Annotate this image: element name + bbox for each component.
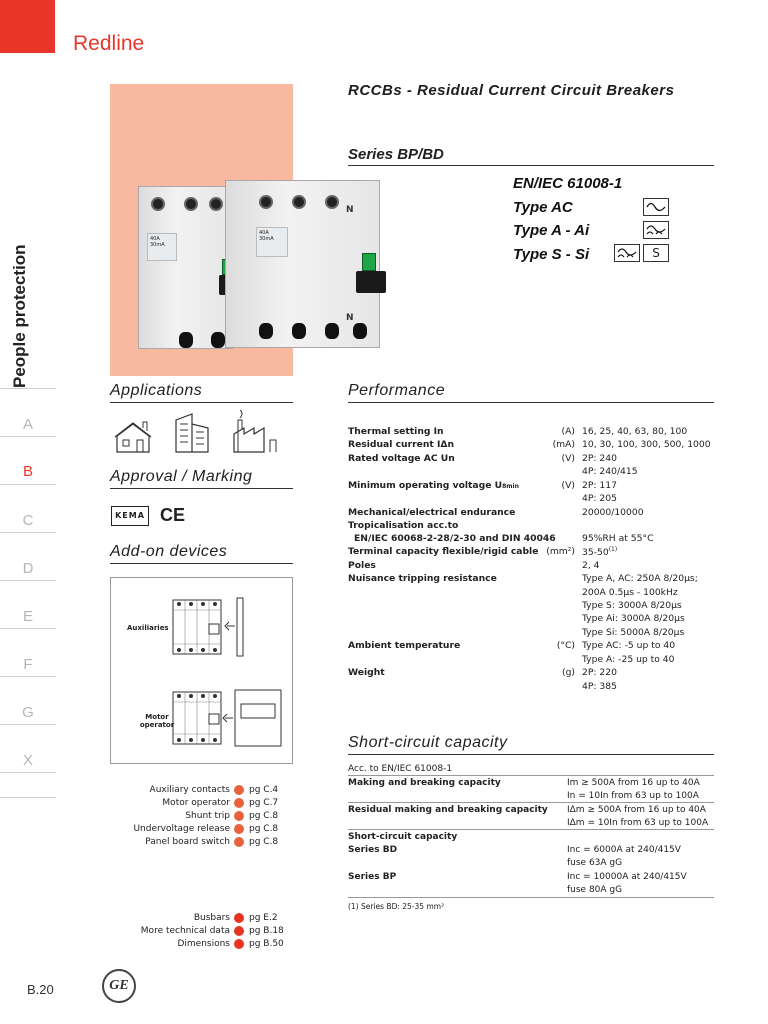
performance-unit: (V) — [561, 453, 575, 464]
performance-value: 2, 4 — [582, 560, 600, 571]
performance-value: Type AC: -5 up to 40 — [582, 640, 676, 651]
performance-unit: (g) — [561, 667, 575, 678]
subscript-text: 8min — [502, 483, 519, 490]
neutral-mark: N — [346, 205, 354, 215]
performance-label: Rated voltage AC Un — [348, 453, 455, 464]
performance-value: Type Si: 5000A 8/20μs — [582, 627, 685, 638]
standard-label: EN/IEC 61008-1 — [513, 175, 623, 192]
bullet-icon — [234, 785, 244, 795]
bullet-icon — [234, 939, 244, 949]
performance-unit: (mm²) — [546, 546, 575, 557]
ce-mark: CE — [160, 505, 186, 525]
rating-label — [256, 227, 288, 257]
short-circuit-heading: Short-circuit capacity — [348, 734, 508, 751]
performance-unit: (°C) — [556, 640, 575, 651]
performance-heading: Performance — [348, 382, 446, 399]
page-number: B.20 — [27, 982, 54, 997]
test-lever — [362, 253, 376, 271]
bullet-icon — [234, 824, 244, 834]
bullet-icon — [234, 798, 244, 808]
series-bp-value: Inc = 10000A at 240/415V — [567, 872, 687, 882]
performance-label: Minimum operating voltage U8min — [348, 480, 519, 491]
sidebar-divider — [0, 628, 56, 629]
addons-heading: Add-on devices — [110, 543, 228, 560]
heading-rule — [110, 402, 293, 403]
terminal-hole — [259, 323, 273, 339]
sc-subheading: Short-circuit capacity — [348, 832, 458, 842]
table-rule — [348, 802, 714, 803]
page-ref-link[interactable]: pg B.18 — [249, 926, 284, 936]
performance-label: Thermal setting In — [348, 426, 444, 437]
type-s-label: Type S - Si — [513, 246, 590, 263]
rating-text: 40A 30mA — [150, 236, 165, 248]
performance-value: 200A 0.5μs - 100kHz — [582, 587, 678, 598]
sidebar-tab-b[interactable]: B — [22, 463, 33, 480]
sidebar-divider — [0, 580, 56, 581]
sidebar-tab-c[interactable]: C — [22, 512, 34, 529]
performance-label: Weight — [348, 667, 385, 678]
sidebar-title: People protection — [10, 244, 29, 388]
brand-color-block — [0, 0, 55, 53]
series-bp-value: fuse 80A gG — [567, 885, 623, 895]
terminal-screw — [209, 197, 223, 211]
brand-title: Redline — [73, 32, 145, 55]
heading-rule — [348, 165, 714, 166]
ref-label: Motor operator — [162, 798, 230, 808]
sidebar-divider — [0, 797, 56, 798]
type-ac-label: Type AC — [513, 199, 573, 216]
series-heading: Series BP/BD — [348, 146, 444, 163]
office-building-icon — [170, 412, 215, 458]
selective-badge: S — [643, 244, 669, 262]
performance-label: Nuisance tripping resistance — [348, 573, 497, 584]
auxiliaries-label: Auxiliaries — [127, 624, 169, 632]
sidebar-tab-g[interactable]: G — [22, 704, 34, 721]
short-circuit-intro: Acc. to EN/IEC 61008-1 — [348, 764, 453, 774]
performance-value: Type A: -25 up to 40 — [582, 654, 675, 665]
bullet-icon — [234, 913, 244, 923]
page-ref-link[interactable]: pg C.8 — [249, 811, 279, 821]
performance-label: Poles — [348, 560, 376, 571]
ref-label: Auxiliary contacts — [149, 785, 230, 795]
rccb-2-pole-image — [138, 186, 233, 349]
sidebar-tab-f[interactable]: F — [23, 656, 33, 673]
sc-row-value: Im ≥ 500A from 16 up to 40A — [567, 778, 700, 788]
ref-label: Dimensions — [177, 939, 230, 949]
sidebar-tab-d[interactable]: D — [22, 560, 34, 577]
sidebar-divider — [0, 436, 56, 437]
performance-label: Terminal capacity flexible/rigid cable — [348, 546, 539, 557]
approval-heading: Approval / Marking — [110, 468, 253, 485]
performance-value: 2P: 240 — [582, 453, 617, 464]
heading-rule — [110, 563, 293, 564]
terminal-screw — [184, 197, 198, 211]
pulsating-wave-icon — [643, 221, 669, 239]
heading-rule — [348, 754, 714, 755]
series-bp-label: Series BP — [348, 872, 397, 882]
heading-rule — [110, 488, 293, 489]
page-ref-link[interactable]: pg C.8 — [249, 837, 279, 847]
toggle-handle — [356, 271, 386, 293]
rccb-4-pole-image — [225, 180, 380, 348]
performance-value: 4P: 385 — [582, 681, 617, 692]
terminal-screw — [292, 195, 306, 209]
terminal-hole — [292, 323, 306, 339]
performance-unit: (mA) — [552, 439, 575, 450]
performance-value: 95%RH at 55°C — [582, 533, 654, 544]
ref-label: Busbars — [193, 913, 230, 923]
sc-row-value: In = 10In from 63 up to 100A — [567, 791, 699, 801]
auxiliaries-drawing — [171, 596, 281, 661]
performance-unit: (A) — [561, 426, 575, 437]
ref-label: More technical data — [140, 926, 230, 936]
ge-logo — [102, 969, 136, 1003]
page-ref-link[interactable]: pg C.4 — [249, 785, 279, 795]
ref-label: Panel board switch — [145, 837, 230, 847]
kema-mark: KEMA — [111, 506, 149, 526]
terminal-hole — [179, 332, 193, 348]
performance-value: 20000/10000 — [582, 507, 644, 518]
ref-label: Undervoltage release — [133, 824, 230, 834]
addon-devices-diagram — [110, 577, 293, 764]
performance-value: Type Ai: 3000A 8/20μs — [582, 613, 685, 624]
heading-rule — [348, 402, 714, 403]
sidebar-divider — [0, 532, 56, 533]
sidebar-divider — [0, 724, 56, 725]
pulsating-wave-icon — [614, 244, 640, 262]
factory-icon — [230, 410, 280, 458]
type-a-label: Type A - Ai — [513, 222, 590, 239]
terminal-hole — [325, 323, 339, 339]
terminal-screw — [151, 197, 165, 211]
sidebar-tab-a[interactable]: A — [22, 416, 33, 433]
terminal-screw — [259, 195, 273, 209]
sidebar-divider — [0, 676, 56, 677]
terminal-screw — [325, 195, 339, 209]
terminal-hole — [353, 323, 367, 339]
page-title: RCCBs - Residual Current Circuit Breakers — [348, 82, 675, 99]
bullet-icon — [234, 837, 244, 847]
ref-label: Shunt trip — [185, 811, 230, 821]
performance-value — [582, 546, 617, 558]
performance-value: 16, 25, 40, 63, 80, 100 — [582, 426, 688, 437]
series-bd-label: Series BD — [348, 845, 398, 855]
neutral-mark: N — [346, 313, 354, 323]
performance-label: EN/IEC 60068-2-28/2-30 and DIN 40046 — [354, 533, 556, 544]
table-rule — [348, 775, 714, 776]
table-rule — [348, 897, 714, 898]
performance-value: 2P: 117 — [582, 480, 617, 491]
sidebar-divider — [0, 484, 56, 485]
sidebar-tab-x[interactable]: X — [22, 752, 33, 769]
applications-heading: Applications — [110, 382, 203, 399]
footnote: (1) Series BD: 25-35 mm² — [348, 902, 445, 911]
performance-value: 2P: 220 — [582, 667, 617, 678]
performance-label: Tropicalisation acc.to — [348, 520, 459, 531]
sc-row-label: Making and breaking capacity — [348, 778, 501, 788]
footnote-marker: (1) — [608, 546, 618, 553]
performance-value: Type S: 3000A 8/20μs — [582, 600, 682, 611]
page-ref-link[interactable]: pg B.50 — [249, 939, 284, 949]
bullet-icon — [234, 926, 244, 936]
page-ref-link[interactable]: pg C.7 — [249, 798, 279, 808]
performance-value-text: 35-50 — [582, 547, 609, 559]
performance-unit: (V) — [561, 480, 575, 491]
performance-value: 10, 30, 100, 300, 500, 1000 — [582, 439, 711, 450]
performance-label: Mechanical/electrical endurance — [348, 507, 516, 518]
rating-text: 40A 30mA — [259, 230, 274, 242]
table-rule — [348, 829, 714, 830]
performance-label: Ambient temperature — [348, 640, 461, 651]
sc-row-label: Residual making and breaking capacity — [348, 805, 548, 815]
sidebar-divider — [0, 388, 56, 389]
series-bd-value: Inc = 6000A at 240/415V — [567, 845, 681, 855]
performance-value: 4P: 240/415 — [582, 466, 638, 477]
sine-wave-icon — [643, 198, 669, 216]
rating-label — [147, 233, 177, 261]
terminal-hole — [211, 332, 225, 348]
sc-row-value: IΔm = 10In from 63 up to 100A — [567, 818, 709, 828]
motor-operator-drawing — [171, 688, 286, 750]
performance-value: Type A, AC: 250A 8/20μs; — [582, 573, 698, 584]
sidebar-tab-e[interactable]: E — [22, 608, 33, 625]
page-ref-link[interactable]: pg E.2 — [249, 913, 278, 923]
performance-value: 4P: 205 — [582, 493, 617, 504]
motor-operator-label: Motor operator — [139, 713, 175, 729]
sc-row-value: IΔm ≥ 500A from 16 up to 40A — [567, 805, 706, 815]
sidebar-divider — [0, 772, 56, 773]
series-bd-value: fuse 63A gG — [567, 858, 623, 868]
bullet-icon — [234, 811, 244, 821]
house-icon — [113, 418, 158, 458]
ge-logo-text: GE — [109, 978, 129, 993]
page-ref-link[interactable]: pg C.8 — [249, 824, 279, 834]
performance-label: Residual current IΔn — [348, 439, 455, 450]
